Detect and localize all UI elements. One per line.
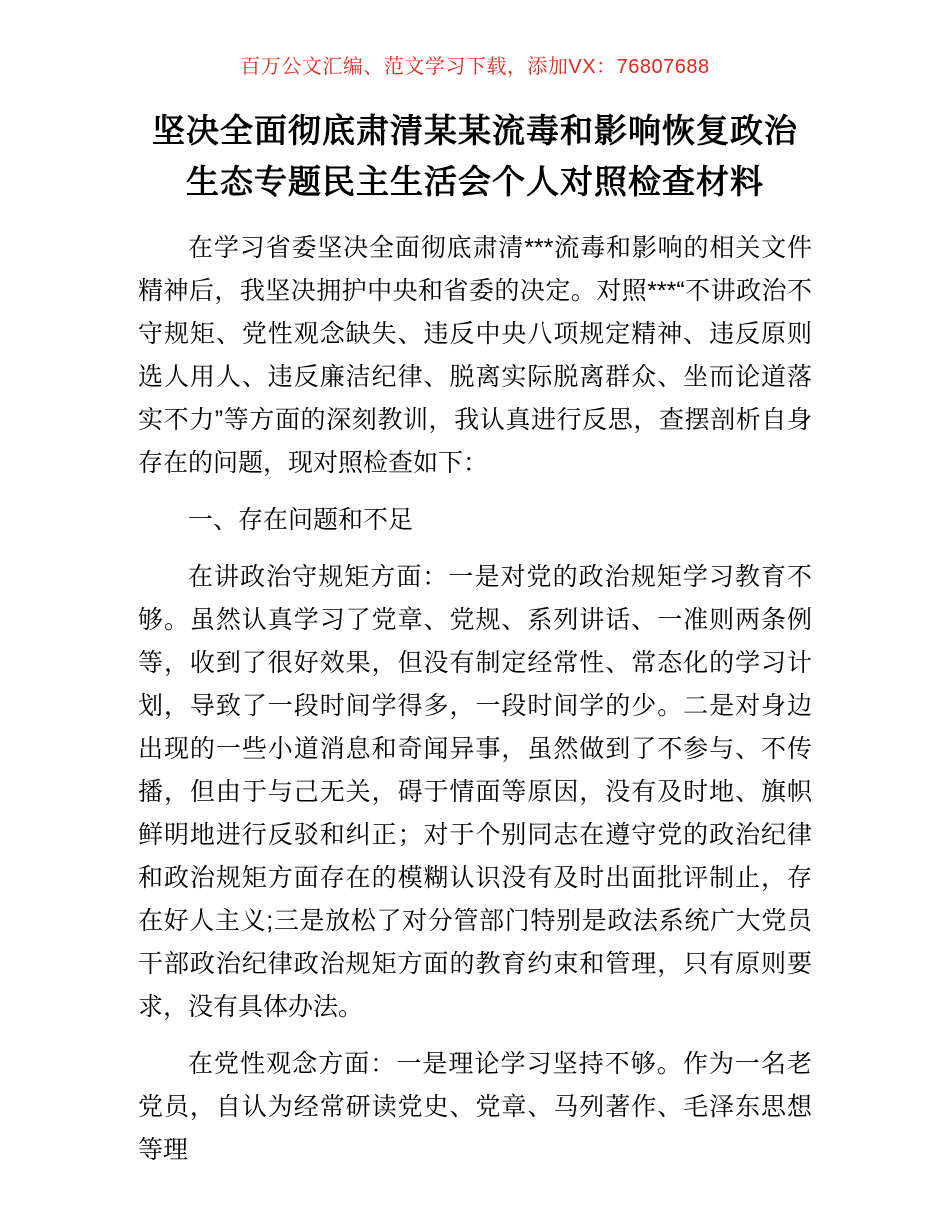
document-title: 坚决全面彻底肃清某某流毒和影响恢复政治生态专题民主生活会个人对照检查材料	[152, 112, 798, 200]
paragraph-intro: 在学习省委坚决全面彻底肃清***流毒和影响的相关文件精神后，我坚决拥护中央和省委的决定。对照***“不讲政治不守规矩、党性观念缺失、违反中央八项规定精神、违反原则选人用人、违反廉洁纪律、脱离实际脱离群众、坐而论道落实不力”等方面的深刻教训，我认真进行反思，查摆剖析自身存在的问题，现对照检查如下：	[138, 234, 812, 477]
paragraph-party-spirit: 在党性观念方面：一是理论学习坚持不够。作为一名老党员，自认为经常研读党史、党章、马列著作、毛泽东思想等理	[138, 1050, 812, 1164]
section-heading-1: 一、存在问题和不足	[188, 506, 414, 534]
header-notice: 百万公文汇编、范文学习下载，添加VX：76807688	[240, 56, 710, 78]
document-body	[138, 227, 812, 1172]
paragraph-politics-discipline: 在讲政治守规矩方面：一是对党的政治规矩学习教育不够。虽然认真学习了党章、党规、系列讲话、一准则两条例等，收到了很好效果，但没有制定经常性、常态化的学习计划，导致了一段时间学得多，一段时间学的少。二是对身边出现的一些小道消息和奇闻异事，虽然做到了不参与、不传播，但由于与己无关，碍于情面等原因，没有及时地、旗帜鲜明地进行反驳和纠正；对于个别同志在遵守党的政治纪律和政治规矩方面存在的模糊认识没有及时出面批评制止，存在好人主义;三是放松了对分管部门特别是政法系统广大党员干部政治纪律政治规矩方面的教育约束和管理，只有原则要求，没有具体办法。	[138, 563, 812, 1021]
